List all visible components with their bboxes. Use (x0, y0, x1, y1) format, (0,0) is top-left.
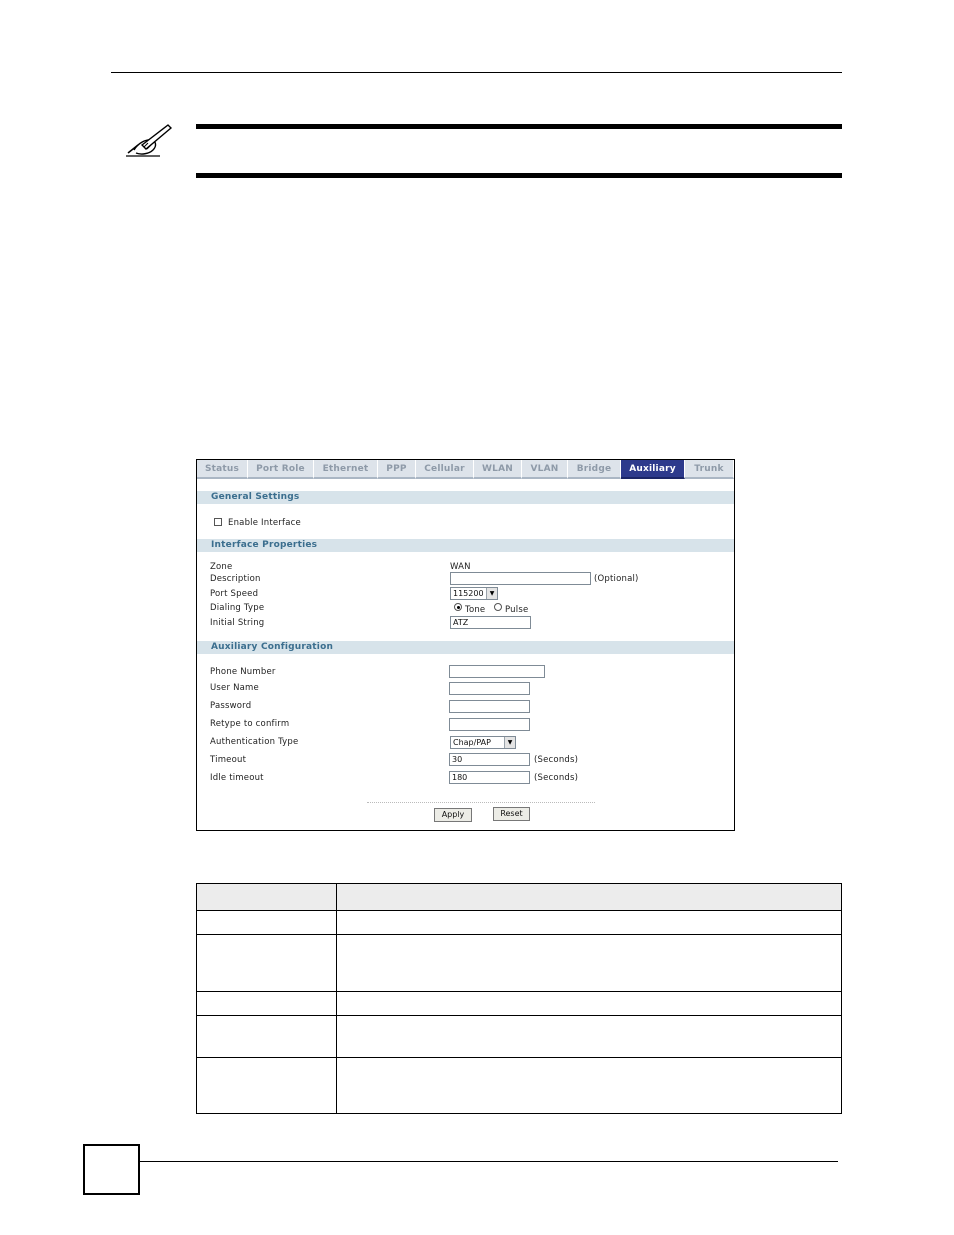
tab-ppp[interactable]: PPP (378, 460, 416, 479)
tab-bar (197, 460, 734, 479)
timeout-unit: (Seconds) (534, 755, 579, 765)
chevron-down-icon: ▼ (504, 737, 515, 748)
note-border-bottom (196, 173, 842, 178)
user-name-label: User Name (210, 683, 259, 693)
initial-string-label: Initial String (210, 618, 265, 628)
user-name-input[interactable] (449, 682, 530, 695)
note-pen-icon (124, 123, 174, 159)
apply-button[interactable]: Apply (434, 808, 472, 822)
authentication-type-label: Authentication Type (210, 737, 299, 747)
tab-port-role[interactable]: Port Role (248, 460, 314, 479)
field-description-table (196, 883, 842, 1113)
initial-string-input[interactable]: ATZ (450, 616, 531, 629)
section-auxiliary-configuration: Auxiliary Configuration (197, 641, 734, 654)
reset-button[interactable]: Reset (493, 807, 530, 821)
idle-timeout-unit: (Seconds) (534, 773, 579, 783)
timeout-label: Timeout (210, 755, 247, 765)
retype-password-input[interactable] (449, 718, 530, 731)
table-header-label (197, 884, 337, 911)
pulse-label: Pulse (505, 605, 529, 615)
tab-auxiliary[interactable]: Auxiliary (621, 460, 685, 479)
tab-wlan[interactable]: WLAN (474, 460, 522, 479)
tab-vlan[interactable]: VLAN (522, 460, 568, 479)
footer-rule (140, 1161, 838, 1162)
tone-label: Tone (465, 605, 486, 615)
header-rule (111, 72, 842, 73)
tab-ethernet[interactable]: Ethernet (314, 460, 378, 479)
tab-status[interactable]: Status (197, 460, 248, 479)
chevron-down-icon: ▼ (486, 588, 497, 599)
enable-interface-checkbox[interactable] (214, 518, 222, 526)
pulse-radio[interactable] (494, 603, 502, 611)
table-row (197, 1058, 842, 1114)
table-row (197, 992, 842, 1016)
tab-trunk[interactable]: Trunk (685, 460, 734, 479)
authentication-type-value: Chap/PAP (453, 738, 491, 747)
section-interface-properties: Interface Properties (197, 539, 734, 552)
description-label: Description (210, 574, 261, 584)
authentication-type-select[interactable] (450, 736, 516, 749)
note-border-top (196, 124, 842, 129)
tab-bridge[interactable]: Bridge (568, 460, 621, 479)
optional-note: (Optional) (594, 574, 639, 584)
tone-radio[interactable] (454, 603, 462, 611)
button-divider (367, 802, 595, 803)
description-input[interactable] (450, 572, 591, 585)
dialing-type-label: Dialing Type (210, 603, 265, 613)
table-row (197, 911, 842, 935)
enable-interface-label: Enable Interface (228, 518, 301, 528)
idle-timeout-label: Idle timeout (210, 773, 264, 783)
port-speed-value: 115200 (453, 589, 484, 598)
phone-number-input[interactable] (449, 665, 545, 678)
page-number-box (83, 1144, 140, 1195)
table-row (197, 935, 842, 992)
timeout-input[interactable]: 30 (449, 753, 530, 766)
port-speed-select[interactable] (450, 587, 498, 600)
zone-value: WAN (450, 562, 471, 572)
password-label: Password (210, 701, 252, 711)
table-header-description (337, 884, 842, 911)
auxiliary-screen (196, 459, 735, 831)
zone-label: Zone (210, 562, 233, 572)
table-row (197, 1016, 842, 1058)
table-header-row (197, 884, 842, 911)
phone-number-label: Phone Number (210, 667, 276, 677)
password-input[interactable] (449, 700, 530, 713)
section-general-settings: General Settings (197, 491, 734, 504)
port-speed-label: Port Speed (210, 589, 259, 599)
idle-timeout-input[interactable]: 180 (449, 771, 530, 784)
retype-label: Retype to confirm (210, 719, 290, 729)
tab-cellular[interactable]: Cellular (416, 460, 474, 479)
